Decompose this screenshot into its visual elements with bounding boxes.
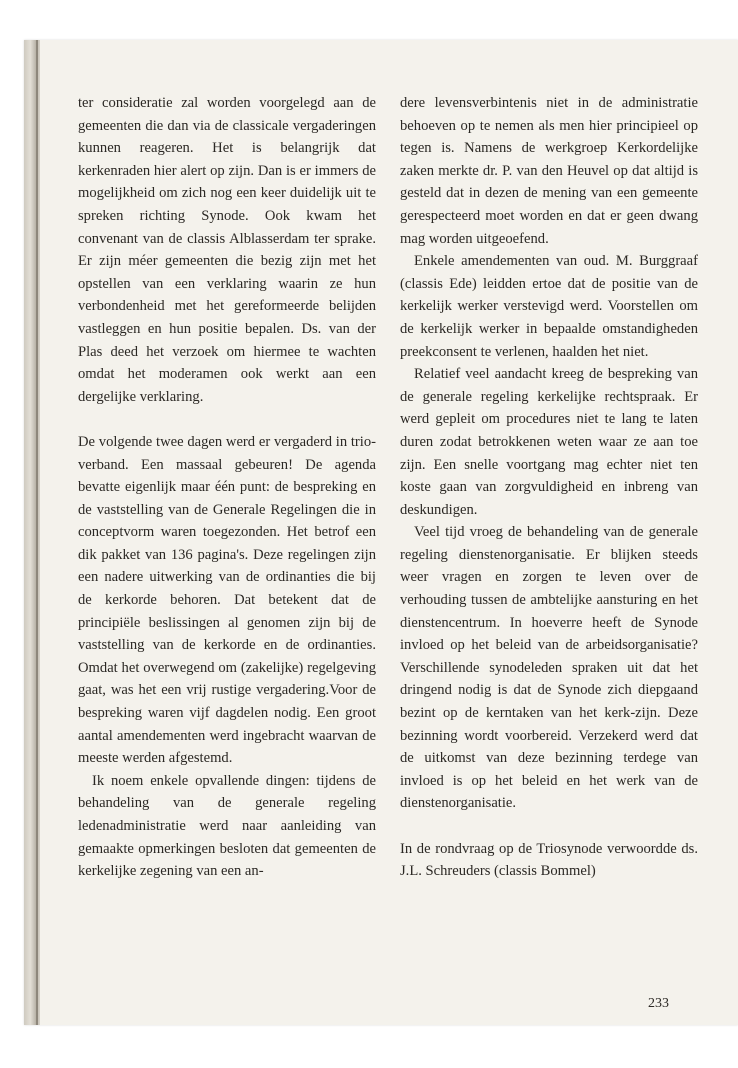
paragraph: Veel tijd vroeg de behandeling van de generale regeling dienstenorganisatie. Er blijken steeds weer vragen en zorgen te leven over de verhouding tussen de ambtelijke aansturing en het dienstencentrum. In hoeverre heeft de Synode invloed op het beleid van de arbeidsorganisatie? Verschillende synodeleden spraken uit dat het dringend nodig is dat de Synode zich diepgaand bezint op de kerntaken van het kerk-zijn. Deze bezinning wordt voorbereid. Verzekerd werd dat de uitkomst van deze bezinning terdege van invloed is op het beleid en het werk van de dienstenorganisatie. (400, 524, 698, 812)
spine-edge-line (36, 40, 38, 1025)
page-number: 233 (648, 996, 669, 1011)
paragraph: dere levensverbintenis niet in de administratie behoeven op te nemen als men hier principieel op tegen is. Namens de werkgroep Kerkordelijke zaken merkte dr. P. van den Heuvel op dat altijd is gesteld dat in dezen de mening van een gemeente gerespecteerd moet worden en dat er geen dwang mag worden uitgeoefend. (400, 95, 698, 247)
paragraph: Relatief veel aandacht kreeg de bespreking van de generale regeling kerkelijke rechtspraak. Er werd gepleit om procedures niet te lang te laten duren zodat betrokkenen weten waar ze aan toe zijn. Een snelle voortgang mag echter niet ten koste gaan van zorgvuldigheid en inbreng van deskundigen. (400, 366, 698, 518)
paragraph: Enkele amendementen van oud. M. Burggraaf (classis Ede) leidden ertoe dat de positie van de kerkelijk werker verstevigd werd. Voorstellen om de kerkelijk werker in bepaalde omstandigheden preekconsent te verlenen, haalden het niet. (400, 253, 698, 360)
paragraph: De volgende twee dagen werd er vergaderd in trio-verband. Een massaal gebeuren! De agenda bevatte eigenlijk maar één punt: de bespreking en de vaststelling van de Generale Regelingen die in conceptvorm waren toegezonden. Het betrof een dik pakket van 136 pagina's. Deze regelingen zijn een nadere uitwerking van de ordinanties die bij de kerkorde behoren. Dat betekent dat de principiële beslissingen al genomen zijn bij de vaststelling van de kerkorde en de ordinanties. Omdat het overwegend om (zakelijke) regelgeving gaat, was het een vrij rustige vergadering.Voor de bespreking waren vijf dagdelen nodig. Een groot aantal amendementen werd ingebracht waarvan de meeste werden afgestemd. (78, 433, 376, 767)
left-text-column (78, 92, 376, 883)
paragraph: Ik noem enkele opvallende dingen: tijdens de behandeling van de generale regeling ledenadministratie werd naar aanleiding van gemaakte opmerkingen besloten dat gemeenten de kerkelijke zegening van een an- (78, 772, 376, 880)
paragraph: ter consideratie zal worden voorgelegd aan de gemeenten die dan via de classicale vergaderingen kunnen reageren. Het is belangrijk dat kerkenraden hier alert op zijn. Dan is er immers de mogelijkheid om zich nog een keer duidelijk uit te spreken richting Synode. Ook kwam het convenant van de classis Alblasserdam ter sprake. Er zijn méer gemeenten die bezig zijn met het opstellen van een verklaring waarin ze hun verbondenheid met het gereformeerde belijden vastleggen en hun positie bepalen. Ds. van der Plas deed het verzoek om hiermee te wachten omdat het moderamen ook werkt aan een dergelijke verklaring. (78, 95, 376, 405)
right-text-column (400, 92, 698, 883)
paragraph: In de rondvraag op de Triosynode verwoordde ds. J.L. Schreuders (classis Bommel) (400, 840, 698, 880)
